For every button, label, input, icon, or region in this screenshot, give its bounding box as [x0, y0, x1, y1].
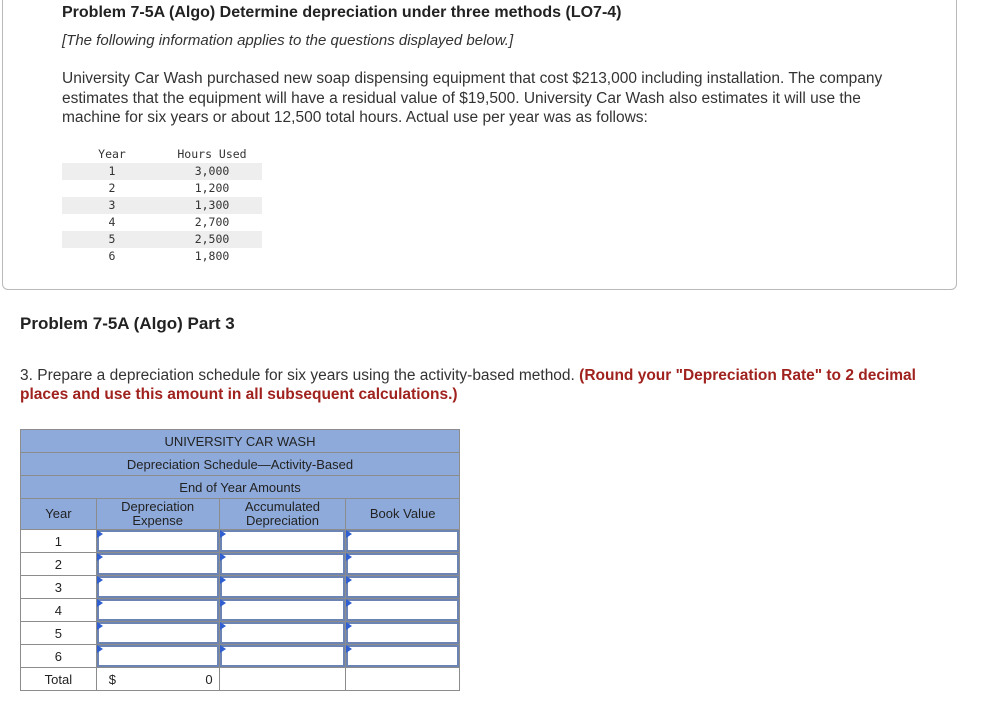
input-marker-icon: [97, 553, 103, 561]
input-marker-icon: [97, 645, 103, 653]
input-marker-icon: [346, 599, 352, 607]
book-value-input[interactable]: [346, 553, 459, 575]
input-marker-icon: [346, 576, 352, 584]
table-row: [21, 645, 460, 668]
input-marker-icon: [346, 622, 352, 630]
problem-description: University Car Wash purchased new soap dispensing equipment that cost $213,000 including installation. The company estimates that the equipment will have a residual value of $19,500. University Car Wash also estimates it will use the machine for six years or about 12,500 total hours. Actual use per year was as follows:: [62, 70, 883, 126]
hours-table-header-hours: Hours Used: [162, 146, 262, 163]
question-main: 3. Prepare a depreciation schedule for six years using the activity-based method.: [20, 367, 575, 384]
total-label: Total: [21, 668, 97, 691]
hours-value-cell: 2,500: [162, 231, 262, 248]
input-marker-icon: [97, 599, 103, 607]
depreciation-expense-input[interactable]: [97, 645, 219, 667]
input-marker-icon: [346, 553, 352, 561]
total-empty-cell: [219, 668, 346, 691]
schedule-company: UNIVERSITY CAR WASH: [21, 430, 460, 453]
total-currency-symbol: $: [108, 672, 117, 687]
year-cell: 2: [21, 553, 97, 576]
accumulated-depreciation-input[interactable]: [220, 553, 346, 575]
hours-year-cell: 4: [62, 214, 162, 231]
year-cell: 5: [21, 622, 97, 645]
input-marker-icon: [220, 530, 226, 538]
table-row: [21, 576, 460, 599]
book-value-input[interactable]: [346, 622, 459, 644]
hours-table-header-year: Year: [62, 146, 162, 163]
book-value-input[interactable]: [346, 576, 459, 598]
year-cell: 3: [21, 576, 97, 599]
column-header-book-value: Book Value: [346, 499, 460, 530]
table-row: [62, 214, 262, 231]
year-cell: 1: [21, 530, 97, 553]
column-header-depreciation-expense: Depreciation Expense: [96, 499, 219, 530]
year-cell: 6: [21, 645, 97, 668]
table-row: [21, 599, 460, 622]
table-row: [21, 530, 460, 553]
input-marker-icon: [346, 530, 352, 538]
accumulated-depreciation-input[interactable]: [220, 622, 346, 644]
part-title: Problem 7-5A (Algo) Part 3: [20, 314, 235, 333]
input-marker-icon: [97, 530, 103, 538]
accumulated-depreciation-input[interactable]: [220, 599, 346, 621]
table-row: [21, 553, 460, 576]
total-empty-cell: [346, 668, 460, 691]
input-marker-icon: [220, 622, 226, 630]
hours-used-table: [62, 146, 262, 265]
schedule-title: Depreciation Schedule—Activity-Based: [21, 453, 460, 476]
hours-year-cell: 5: [62, 231, 162, 248]
hours-year-cell: 6: [62, 248, 162, 265]
total-value: 0: [205, 672, 213, 687]
hours-year-cell: 2: [62, 180, 162, 197]
column-header-year: Year: [21, 499, 97, 530]
input-marker-icon: [346, 645, 352, 653]
hours-year-cell: 1: [62, 163, 162, 180]
total-row: [21, 668, 460, 691]
total-depreciation-expense: [96, 668, 219, 691]
input-marker-icon: [220, 553, 226, 561]
input-marker-icon: [220, 576, 226, 584]
table-row: [62, 163, 262, 180]
table-row: [62, 180, 262, 197]
book-value-input[interactable]: [346, 645, 459, 667]
table-row: [62, 231, 262, 248]
problem-title: Problem 7-5A (Algo) Determine depreciation under three methods (LO7-4): [62, 4, 622, 21]
table-row: [21, 622, 460, 645]
accumulated-depreciation-input[interactable]: [220, 576, 346, 598]
input-marker-icon: [220, 645, 226, 653]
hours-value-cell: 1,800: [162, 248, 262, 265]
question-instruction: (Round your "Depreciation Rate" to 2 decimal places and use this amount in all subsequent calculations.): [20, 367, 916, 403]
book-value-input[interactable]: [346, 599, 459, 621]
hours-year-cell: 3: [62, 197, 162, 214]
book-value-input[interactable]: [346, 530, 459, 552]
depreciation-expense-input[interactable]: [97, 553, 219, 575]
hours-value-cell: 1,200: [162, 180, 262, 197]
input-marker-icon: [97, 622, 103, 630]
problem-subtitle: [The following information applies to the questions displayed below.]: [62, 32, 514, 49]
depreciation-expense-input[interactable]: [97, 576, 219, 598]
schedule-subtitle: End of Year Amounts: [21, 476, 460, 499]
question-text: [20, 366, 960, 404]
depreciation-expense-input[interactable]: [97, 599, 219, 621]
table-row: [62, 197, 262, 214]
column-header-accumulated-depreciation: Accumulated Depreciation: [219, 499, 346, 530]
year-cell: 4: [21, 599, 97, 622]
table-row: [62, 248, 262, 265]
depreciation-expense-input[interactable]: [97, 622, 219, 644]
accumulated-depreciation-input[interactable]: [220, 530, 346, 552]
input-marker-icon: [97, 576, 103, 584]
hours-value-cell: 1,300: [162, 197, 262, 214]
depreciation-schedule-table: [20, 429, 460, 691]
accumulated-depreciation-input[interactable]: [220, 645, 346, 667]
hours-value-cell: 2,700: [162, 214, 262, 231]
hours-value-cell: 3,000: [162, 163, 262, 180]
input-marker-icon: [220, 599, 226, 607]
depreciation-expense-input[interactable]: [97, 530, 219, 552]
